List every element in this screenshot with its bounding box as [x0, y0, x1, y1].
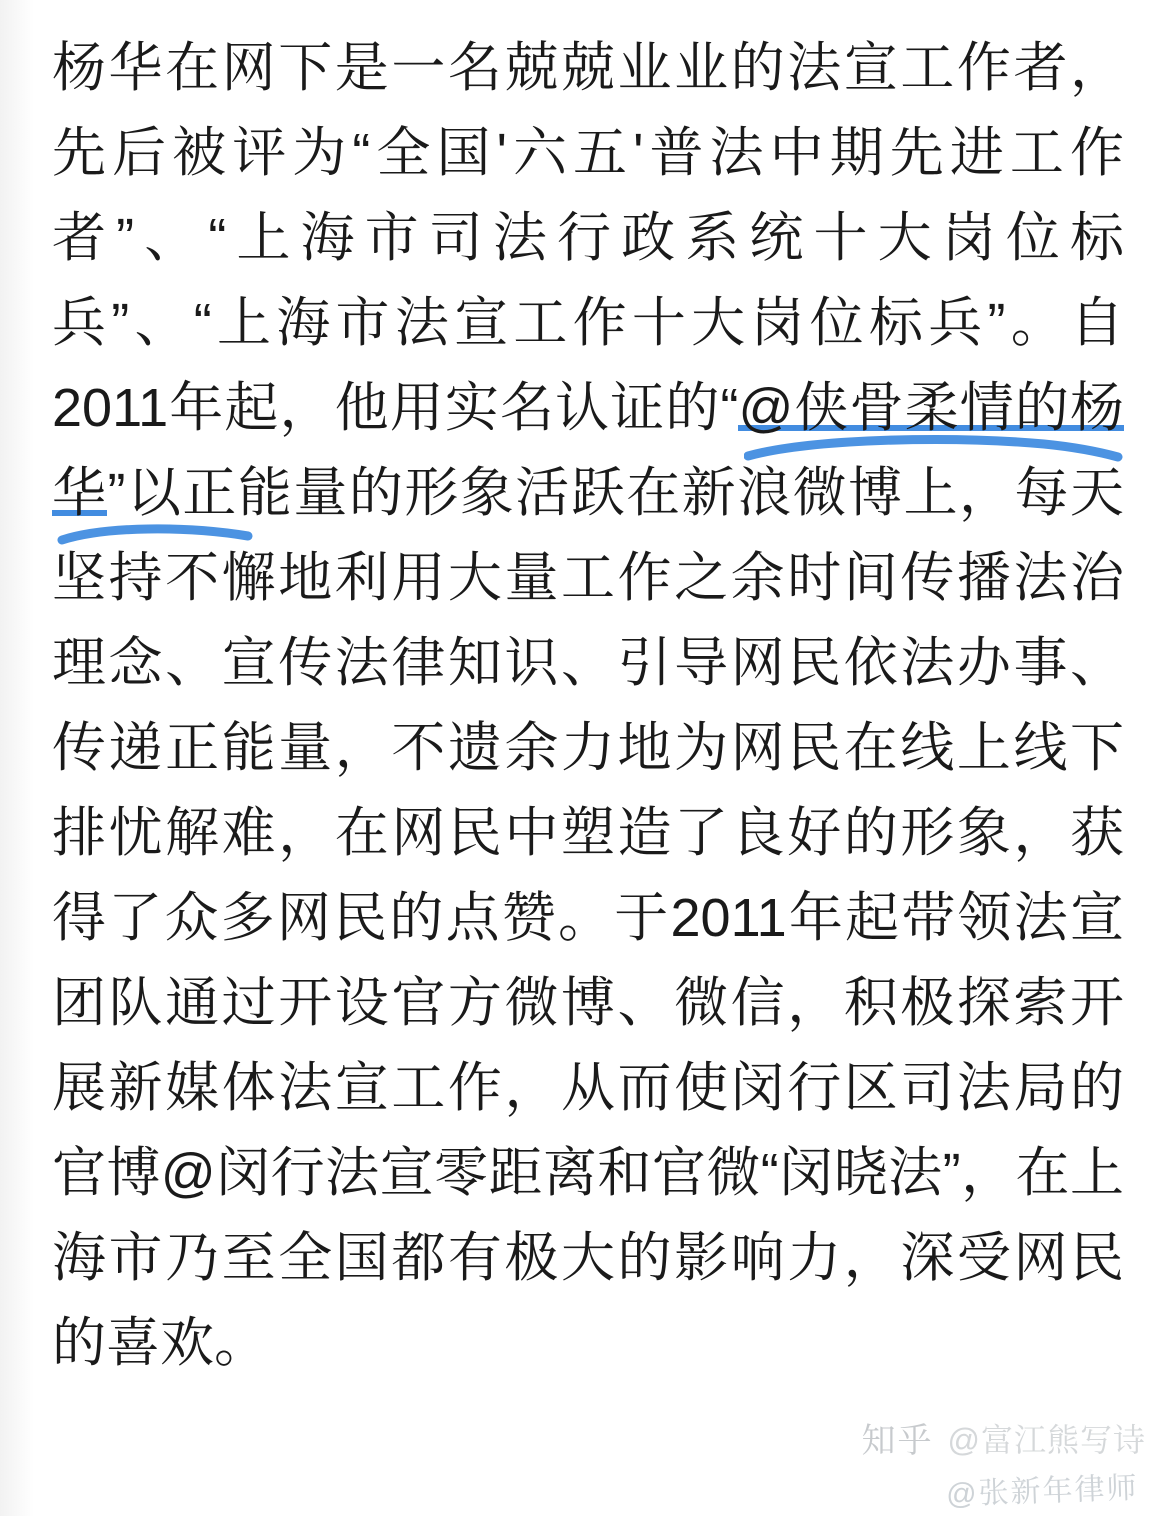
- article-body: [52, 26, 1124, 1386]
- highlighted-handle: @侠骨柔情的杨华: [52, 378, 1124, 523]
- paragraph-text-lead: 杨华在网下是一名兢兢业业的法宣工作者，先后被评为“全国'六五'普法中期先进工作者”、“上海市司法行政系统十大岗位标兵”、“上海市法宣工作十大岗位标兵”。自2011年起，他用实名认证的“: [52, 38, 1124, 438]
- watermark-author: @富江熊写诗: [947, 1421, 1146, 1458]
- watermark-overlay-author: @张新年律师: [945, 1471, 1139, 1512]
- paragraph-text-tail: ”以正能量的形象活跃在新浪微博上，每天坚持不懈地利用大量工作之余时间传播法治理念、宣传法律知识、引导网民依法办事、传递正能量，不遗余力地为网民在线上线下排忧解难，在网民中塑造了良好的形象，获得了众多网民的点赞。于2011年起带领法宣团队通过开设官方微博、微信，积极探索开展新媒体法宣工作，从而使闵行区司法局的官博@闵行法宣零距离和官微“闵晓法”，在上海市乃至全国都有极大的影响力，深受网民的喜欢。: [52, 463, 1125, 1373]
- zhihu-logo: 知乎: [861, 1422, 934, 1460]
- watermark: [862, 1413, 1147, 1462]
- article-paragraph: [52, 26, 1124, 1386]
- page-edge-shadow: [0, 0, 34, 1516]
